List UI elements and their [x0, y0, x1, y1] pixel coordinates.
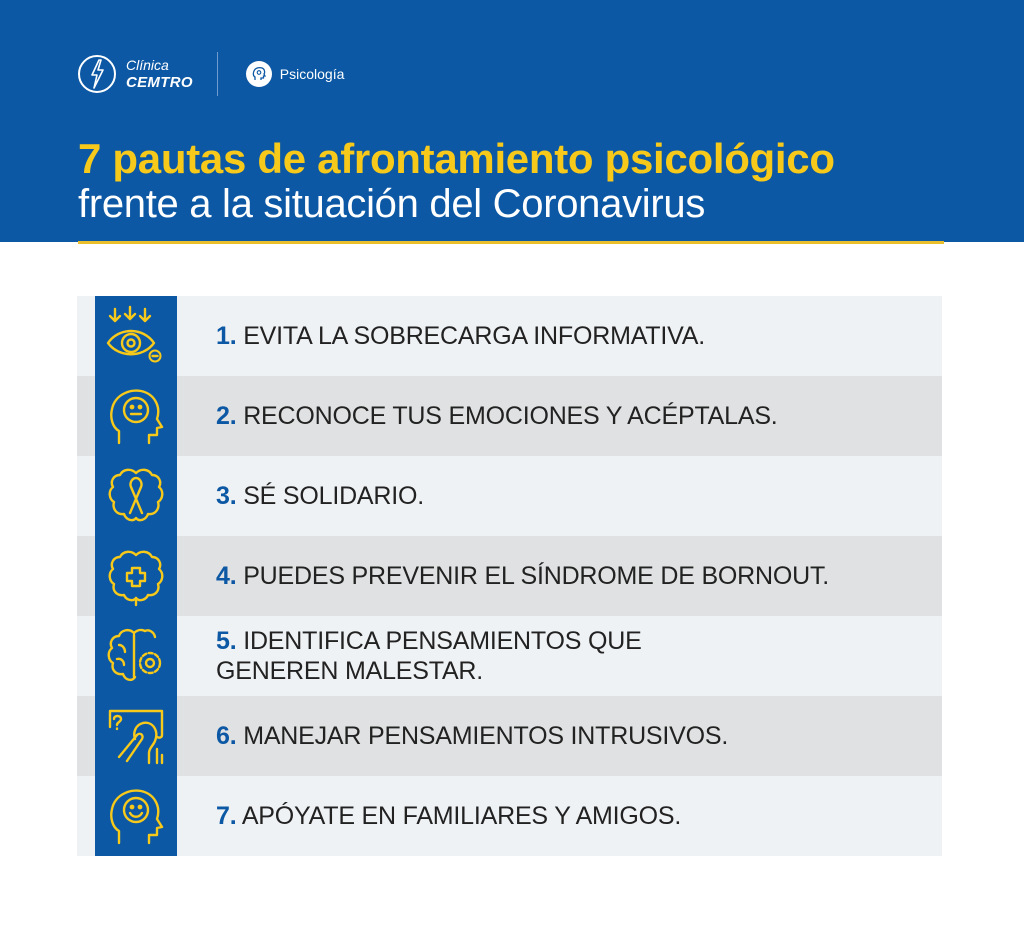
- item-label: PUEDES PREVENIR EL SÍNDROME DE BORNOUT.: [243, 562, 830, 590]
- clinic-logo-icon: [78, 55, 116, 93]
- list-item: [77, 536, 942, 616]
- item-text: [216, 536, 931, 616]
- list-item: [77, 376, 942, 456]
- clinic-name: [126, 57, 193, 91]
- title-underline: [78, 241, 944, 244]
- item-label: SÉ SOLIDARIO.: [243, 482, 424, 510]
- brain-cross-icon: [95, 536, 177, 616]
- list-item: [77, 776, 942, 856]
- item-label: APÓYATE EN FAMILIARES Y AMIGOS.: [241, 802, 682, 830]
- item-number: 3.: [216, 482, 237, 510]
- brand-divider: [217, 52, 218, 96]
- list-item: [77, 456, 942, 536]
- item-number: 5.: [216, 627, 237, 655]
- item-text: [216, 696, 931, 776]
- item-number: 2.: [216, 402, 237, 430]
- item-label: EVITA LA SOBRECARGA INFORMATIVA.: [243, 322, 705, 350]
- list-item: [77, 696, 942, 776]
- header-banner: [0, 0, 1024, 242]
- clinic-name-line1: Clínica: [126, 57, 169, 73]
- page-subtitle: frente a la situación del Coronavirus: [78, 182, 706, 226]
- item-text: [216, 376, 931, 456]
- item-label: MANEJAR PENSAMIENTOS INTRUSIVOS.: [243, 722, 729, 750]
- brain-ribbon-icon: [95, 456, 177, 536]
- item-text: [216, 456, 931, 536]
- eye-arrows-icon: [95, 296, 177, 376]
- item-number: 1.: [216, 322, 237, 350]
- department-label: Psicología: [279, 66, 345, 82]
- item-label: RECONOCE TUS EMOCIONES Y ACÉPTALAS.: [243, 402, 778, 430]
- item-text: [216, 296, 931, 376]
- item-label: IDENTIFICA PENSAMIENTOS QUE: [243, 627, 642, 655]
- item-number: 6.: [216, 722, 237, 750]
- item-number: 4.: [216, 562, 237, 590]
- clinic-name-line2: CEMTRO: [126, 74, 193, 91]
- item-label-line2: GENEREN MALESTAR.: [216, 657, 484, 685]
- page-title: 7 pautas de afrontamiento psicológico: [78, 135, 835, 182]
- neutral-face-head-icon: [95, 376, 177, 456]
- psychology-head-icon: [246, 61, 272, 87]
- smiling-face-head-icon: [95, 776, 177, 856]
- question-thinking-icon: [95, 696, 177, 776]
- item-number: 7.: [216, 802, 237, 830]
- item-text: [216, 776, 931, 856]
- item-text: [216, 616, 931, 696]
- brain-gear-icon: [95, 616, 177, 696]
- list-item: [77, 616, 942, 696]
- guidelines-list: [77, 296, 942, 856]
- list-item: [77, 296, 942, 376]
- brand-bar: [78, 52, 344, 96]
